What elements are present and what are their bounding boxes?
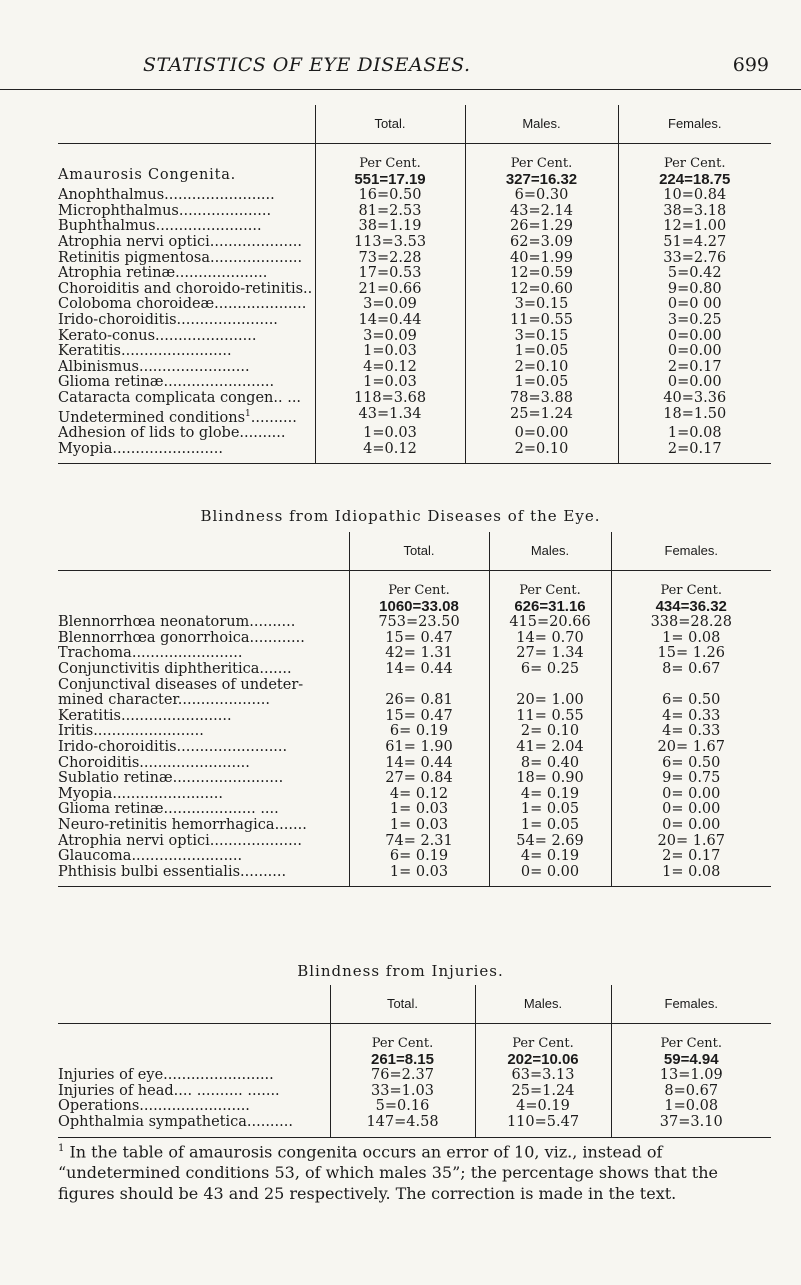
males-header: Males. — [465, 105, 618, 144]
table-row — [58, 818, 771, 834]
females-value: 0= 0.00 — [611, 802, 771, 818]
row-label-text: Conjunctival diseases of undeter- — [58, 677, 304, 693]
table-row — [58, 771, 771, 787]
males-value: 2= 0.10 — [489, 724, 611, 740]
females-value: 2=0.17 — [618, 442, 771, 464]
row-label — [58, 631, 349, 647]
males-header: Males. — [475, 985, 611, 1024]
table-row — [58, 313, 771, 329]
males-value: 11=0.55 — [465, 313, 618, 329]
females-value: 4= 0.33 — [611, 724, 771, 740]
males-value: 12=0.60 — [465, 282, 618, 298]
total-header: Total. — [315, 105, 465, 144]
table-row — [58, 407, 771, 426]
total-value: 74= 2.31 — [349, 834, 489, 850]
per-cent-label: Per Cent. — [510, 156, 573, 171]
females-value: 18=1.50 — [618, 407, 771, 426]
males-value: 1=0.05 — [465, 344, 618, 360]
table-title-cell — [58, 571, 349, 616]
females-value: 20= 1.67 — [611, 834, 771, 850]
males-value: 415=20.66 — [489, 615, 611, 631]
table-row — [58, 709, 771, 725]
table-corner — [58, 105, 315, 144]
row-label-text: Operations........................ — [58, 1099, 250, 1115]
total-value: 1= 0.03 — [349, 802, 489, 818]
total-cell — [349, 571, 489, 616]
table-row — [58, 834, 771, 850]
table2-title: Blindness from Idiopathic Diseases of the Eye. — [200, 507, 601, 525]
males-value: 25=1.24 — [475, 1084, 611, 1100]
total-value: 3=0.09 — [315, 329, 465, 345]
table-title-cell — [58, 1024, 330, 1069]
males-value: 18= 0.90 — [489, 771, 611, 787]
females-value: 6= 0.50 — [611, 756, 771, 772]
total-value: 14= 0.44 — [349, 662, 489, 678]
table-row — [58, 740, 771, 756]
footnote — [58, 1138, 771, 1204]
table-row — [58, 360, 771, 376]
males-value: 4= 0.19 — [489, 787, 611, 803]
row-label-text: Injuries of eye........................ — [58, 1068, 274, 1084]
females-value: 0= 0.00 — [611, 818, 771, 834]
females-cell — [611, 1024, 771, 1069]
total-value: 14= 0.44 — [349, 756, 489, 772]
page-header-title: STATISTICS OF EYE DISEASES. — [143, 54, 471, 76]
row-label-text: Coloboma choroideæ.................... — [58, 297, 307, 313]
injuries-table — [58, 985, 771, 1138]
males-value: 62=3.09 — [465, 235, 618, 251]
row-label — [58, 693, 349, 709]
row-label — [58, 188, 315, 204]
total-value: 15= 0.47 — [349, 631, 489, 647]
row-label — [58, 329, 315, 345]
total-value: 118=3.68 — [315, 391, 465, 407]
table-row — [58, 1068, 771, 1084]
males-value: 78=3.88 — [465, 391, 618, 407]
running-head — [0, 54, 801, 80]
females-value: 9= 0.75 — [611, 771, 771, 787]
males-value: 41= 2.04 — [489, 740, 611, 756]
table-row — [58, 344, 771, 360]
males-value: 2=0.10 — [465, 442, 618, 464]
section-title-idiopathic — [0, 507, 801, 525]
total-value: 16=0.50 — [315, 188, 465, 204]
total-value: 753=23.50 — [349, 615, 489, 631]
row-label-text: Glioma retinæ........................ — [58, 375, 275, 391]
row-label — [58, 818, 349, 834]
row-label-text: Myopia........................ — [58, 786, 223, 802]
females-value: 1= 0.08 — [611, 865, 771, 887]
total-value: 6= 0.19 — [349, 724, 489, 740]
row-label — [58, 282, 315, 298]
row-label-text: Injuries of head.... .......... ....... — [58, 1083, 280, 1099]
females-total-value: 224=18.75 — [659, 170, 731, 188]
males-value: 2=0.10 — [465, 360, 618, 376]
females-value: 15= 1.26 — [611, 646, 771, 662]
row-label-text: Atrophia nervi optici.................... — [58, 833, 302, 849]
row-label — [58, 709, 349, 725]
total-cell — [315, 144, 465, 189]
per-cent-label: Per Cent. — [359, 156, 421, 171]
table-row — [58, 693, 771, 709]
males-value: 26=1.29 — [465, 219, 618, 235]
table-title — [58, 144, 315, 189]
males-value: 3=0.15 — [465, 329, 618, 345]
table-row — [58, 235, 771, 251]
row-label — [58, 360, 315, 376]
row-label — [58, 615, 349, 631]
total-value: 81=2.53 — [315, 204, 465, 220]
table-row — [58, 204, 771, 220]
row-label — [58, 407, 315, 426]
females-value: 1= 0.08 — [611, 631, 771, 647]
row-label-text: Phthisis bulbi essentialis.......... — [58, 864, 287, 880]
males-value: 20= 1.00 — [489, 693, 611, 709]
table-row — [58, 251, 771, 267]
row-label-text: Ophthalmia sympathetica.......... — [58, 1114, 293, 1130]
header-rule — [0, 89, 801, 90]
row-label — [58, 442, 315, 464]
row-label-text: Buphthalmus....................... — [58, 219, 262, 235]
table-row — [58, 188, 771, 204]
total-value: 73=2.28 — [315, 251, 465, 267]
row-label-text: Irido-choroiditis...................... — [58, 312, 278, 328]
table-row — [58, 646, 771, 662]
table-row — [58, 678, 771, 694]
row-label — [58, 865, 349, 887]
table-row — [58, 1099, 771, 1115]
per-cent-label: Per Cent. — [371, 1036, 434, 1051]
females-value — [611, 678, 771, 694]
males-value: 40=1.99 — [465, 251, 618, 267]
total-value: 33=1.03 — [330, 1084, 475, 1100]
females-value: 37=3.10 — [611, 1115, 771, 1137]
row-label — [58, 771, 349, 787]
total-value: 14=0.44 — [315, 313, 465, 329]
table-corner — [58, 985, 330, 1024]
table-row — [58, 219, 771, 235]
row-label — [58, 724, 349, 740]
total-value: 61= 1.90 — [349, 740, 489, 756]
row-label — [58, 646, 349, 662]
females-value: 33=2.76 — [618, 251, 771, 267]
row-label-text: Adhesion of lids to globe.......... — [58, 425, 286, 441]
per-cent-label: Per Cent. — [663, 156, 726, 171]
males-value: 6=0.30 — [465, 188, 618, 204]
row-label — [58, 834, 349, 850]
total-value: 15= 0.47 — [349, 709, 489, 725]
table-row — [58, 631, 771, 647]
males-header: Males. — [489, 532, 611, 571]
row-label-text: Glioma retinæ.................... .... — [58, 802, 279, 818]
row-label-text: mined character.................... — [58, 693, 270, 709]
males-value: 54= 2.69 — [489, 834, 611, 850]
females-value: 0= 0.00 — [611, 787, 771, 803]
footnote-ref: 1 — [245, 408, 251, 419]
table-row — [58, 266, 771, 282]
males-value: 1= 0.05 — [489, 818, 611, 834]
males-value: 63=3.13 — [475, 1068, 611, 1084]
row-label-text: Choroiditis and choroido-retinitis.. — [58, 281, 313, 297]
males-value: 43=2.14 — [465, 204, 618, 220]
females-value: 2=0.17 — [618, 360, 771, 376]
row-label-text: Blennorrhœa gonorrhoica............ — [58, 630, 305, 646]
total-value — [349, 678, 489, 694]
total-value: 113=3.53 — [315, 235, 465, 251]
total-value: 4=0.12 — [315, 360, 465, 376]
males-total-value: 626=31.16 — [514, 597, 586, 615]
row-label — [58, 426, 315, 442]
males-value: 0= 0.00 — [489, 865, 611, 887]
total-value: 42= 1.31 — [349, 646, 489, 662]
total-value: 1=0.03 — [315, 426, 465, 442]
females-header: Females. — [611, 985, 771, 1024]
males-value: 3=0.15 — [465, 297, 618, 313]
females-total-value: 434=36.32 — [655, 597, 727, 615]
table-row — [58, 329, 771, 345]
per-cent-label: Per Cent. — [388, 583, 450, 598]
total-value: 551=17.19 — [354, 170, 426, 188]
total-value: 26= 0.81 — [349, 693, 489, 709]
row-label-text: Cataracta complicata congen.. ... — [58, 390, 302, 406]
total-value: 1=0.03 — [315, 375, 465, 391]
row-label — [58, 375, 315, 391]
row-label-text: Trachoma........................ — [58, 646, 243, 662]
females-value: 4= 0.33 — [611, 709, 771, 725]
row-label — [58, 1084, 330, 1100]
total-value: 1= 0.03 — [349, 818, 489, 834]
total-value: 38=1.19 — [315, 219, 465, 235]
total-value: 1= 0.03 — [349, 865, 489, 887]
total-value: 261=8.15 — [371, 1050, 434, 1068]
row-label-text: Sublatio retinæ........................ — [58, 771, 284, 787]
males-value: 8= 0.40 — [489, 756, 611, 772]
row-label — [58, 787, 349, 803]
row-label — [58, 1068, 330, 1084]
table-row — [58, 865, 771, 887]
total-value: 17=0.53 — [315, 266, 465, 282]
males-cell — [465, 144, 618, 189]
males-value: 6= 0.25 — [489, 662, 611, 678]
females-value: 0=0.00 — [618, 329, 771, 345]
males-cell — [475, 1024, 611, 1069]
females-value: 1=0.08 — [618, 426, 771, 442]
males-value: 11= 0.55 — [489, 709, 611, 725]
total-value: 5=0.16 — [330, 1099, 475, 1115]
row-label — [58, 344, 315, 360]
row-label — [58, 266, 315, 282]
males-value: 110=5.47 — [475, 1115, 611, 1137]
row-label-leader: .......... — [250, 409, 297, 426]
per-cent-label: Per Cent. — [512, 1036, 574, 1051]
footnote-text: In the table of amaurosis congenita occurs an error of 10, viz., instead of “undetermined conditions 53, of which males 35”; the percentage shows that the figures should be 43 and 25 respectively. The correction is made in the text. — [58, 1142, 719, 1204]
row-label — [58, 678, 349, 694]
table-row — [58, 426, 771, 442]
females-cell — [618, 144, 771, 189]
row-label-text: Anophthalmus........................ — [58, 188, 275, 204]
table-corner — [58, 532, 349, 571]
table-row — [58, 849, 771, 865]
females-value: 20= 1.67 — [611, 740, 771, 756]
row-label — [58, 1099, 330, 1115]
table-row — [58, 615, 771, 631]
table-row — [58, 297, 771, 313]
females-value: 38=3.18 — [618, 204, 771, 220]
row-label — [58, 662, 349, 678]
amaurosis-congenita-table — [58, 105, 771, 464]
row-label-text: Glaucoma........................ — [58, 849, 243, 865]
table-row — [58, 724, 771, 740]
table-row — [58, 1115, 771, 1137]
females-value: 8=0.67 — [611, 1084, 771, 1100]
total-value: 27= 0.84 — [349, 771, 489, 787]
males-value: 4= 0.19 — [489, 849, 611, 865]
males-value: 27= 1.34 — [489, 646, 611, 662]
females-value: 12=1.00 — [618, 219, 771, 235]
table-row — [58, 756, 771, 772]
table-row — [58, 802, 771, 818]
table-row — [58, 282, 771, 298]
total-value: 43=1.34 — [315, 407, 465, 426]
females-value: 2= 0.17 — [611, 849, 771, 865]
row-label-text: Conjunctivitis diphtheritica....... — [58, 661, 292, 677]
table-row — [58, 391, 771, 407]
table-row — [58, 787, 771, 803]
females-value: 13=1.09 — [611, 1068, 771, 1084]
females-value: 8= 0.67 — [611, 662, 771, 678]
males-value: 14= 0.70 — [489, 631, 611, 647]
row-label — [58, 219, 315, 235]
females-value: 5=0.42 — [618, 266, 771, 282]
page-number: 699 — [732, 54, 769, 76]
females-value: 338=28.28 — [611, 615, 771, 631]
per-cent-label: Per Cent. — [660, 1036, 723, 1051]
females-value: 3=0.25 — [618, 313, 771, 329]
row-label — [58, 802, 349, 818]
total-value: 76=2.37 — [330, 1068, 475, 1084]
males-cell — [489, 571, 611, 616]
row-label-text: Choroiditis........................ — [58, 755, 250, 771]
table-row — [58, 442, 771, 464]
row-label-text: Microphthalmus.................... — [58, 203, 272, 219]
females-value: 6= 0.50 — [611, 693, 771, 709]
females-value: 0=0.00 — [618, 344, 771, 360]
total-value: 21=0.66 — [315, 282, 465, 298]
row-label — [58, 251, 315, 267]
females-value: 40=3.36 — [618, 391, 771, 407]
total-value: 147=4.58 — [330, 1115, 475, 1137]
row-label — [58, 1115, 330, 1137]
females-header: Females. — [611, 532, 771, 571]
row-label-text: Undetermined conditions — [58, 409, 246, 426]
total-value: 3=0.09 — [315, 297, 465, 313]
row-label-text: Iritis........................ — [58, 724, 204, 740]
total-value: 1=0.03 — [315, 344, 465, 360]
row-label-text: Kerato-conus...................... — [58, 328, 257, 344]
footnote-marker: 1 — [58, 1143, 65, 1154]
females-total-value: 59=4.94 — [663, 1050, 719, 1068]
table-row — [58, 1084, 771, 1100]
per-cent-label: Per Cent. — [519, 583, 581, 598]
females-cell — [611, 571, 771, 616]
row-label-text: Neuro-retinitis hemorrhagica....... — [58, 817, 307, 833]
total-value: 1060=33.08 — [379, 597, 459, 615]
row-label — [58, 204, 315, 220]
females-value: 9=0.80 — [618, 282, 771, 298]
males-value: 4=0.19 — [475, 1099, 611, 1115]
table-row — [58, 375, 771, 391]
table-row — [58, 662, 771, 678]
row-label-text: Atrophia retinæ.................... — [58, 266, 268, 282]
total-header: Total. — [349, 532, 489, 571]
row-label — [58, 235, 315, 251]
males-value: 1=0.05 — [465, 375, 618, 391]
total-cell — [330, 1024, 475, 1069]
row-label-text: Retinitis pigmentosa.................... — [58, 250, 303, 266]
males-value: 25=1.24 — [465, 407, 618, 426]
males-total-value: 327=16.32 — [505, 170, 578, 188]
row-label-text: Irido-choroiditis........................ — [58, 739, 288, 755]
table3-title: Blindness from Injuries. — [297, 962, 504, 980]
row-label-text: Keratitis........................ — [58, 344, 232, 360]
row-label — [58, 849, 349, 865]
males-total-value: 202=10.06 — [507, 1050, 579, 1068]
row-label — [58, 313, 315, 329]
males-value: 0=0.00 — [465, 426, 618, 442]
row-label-text: Blennorrhœa neonatorum.......... — [58, 615, 296, 631]
row-label-text: Atrophia nervi optici.................... — [58, 234, 302, 250]
idiopathic-diseases-table — [58, 532, 771, 887]
males-value: 1= 0.05 — [489, 802, 611, 818]
males-value — [489, 678, 611, 694]
row-label — [58, 391, 315, 407]
section-title-injuries — [0, 962, 801, 980]
row-label-text: Albinismus........................ — [58, 359, 250, 375]
females-value: 10=0.84 — [618, 188, 771, 204]
per-cent-label: Per Cent. — [660, 583, 723, 598]
total-header: Total. — [330, 985, 475, 1024]
males-value: 12=0.59 — [465, 266, 618, 282]
row-label-text: Myopia........................ — [58, 441, 223, 457]
total-value: 4=0.12 — [315, 442, 465, 464]
row-label-text: Keratitis........................ — [58, 708, 232, 724]
females-value: 0=0.00 — [618, 375, 771, 391]
table1-title: Amaurosis Congenita. — [58, 167, 237, 183]
females-value: 0=0 00 — [618, 297, 771, 313]
females-header: Females. — [618, 105, 771, 144]
females-value: 1=0.08 — [611, 1099, 771, 1115]
row-label — [58, 740, 349, 756]
row-label — [58, 297, 315, 313]
row-label — [58, 756, 349, 772]
total-value: 6= 0.19 — [349, 849, 489, 865]
total-value: 4= 0.12 — [349, 787, 489, 803]
females-value: 51=4.27 — [618, 235, 771, 251]
